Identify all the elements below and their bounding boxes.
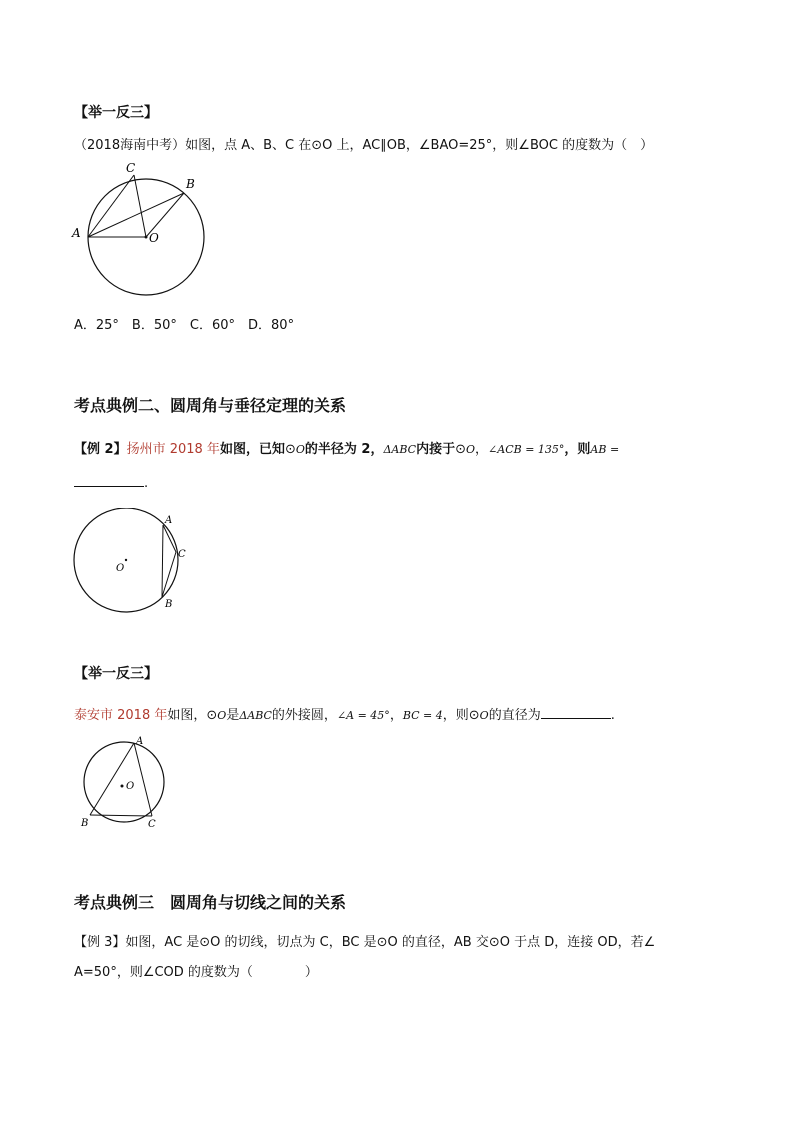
figure3-center-dot <box>121 785 124 788</box>
figure3-label-b: B <box>81 818 89 829</box>
example2-o: O <box>295 443 305 456</box>
figure2-line-ac <box>163 525 176 552</box>
figure1-label-b: B <box>186 177 195 191</box>
block3-angle: ∠A = 45° <box>336 709 390 722</box>
figure-2 <box>70 508 200 616</box>
figure2-label-c: C <box>178 549 186 560</box>
block3-end: . <box>610 708 615 723</box>
figure1-label-o: O <box>149 231 159 245</box>
figure-3 <box>76 732 176 832</box>
block1-heading: 【举一反三】 <box>74 105 158 121</box>
figure2-label-b: B <box>165 599 173 610</box>
figure3-circle <box>84 742 164 822</box>
block3-text6: 的直径为 <box>488 708 541 723</box>
figure2-label-a: A <box>165 515 173 526</box>
figure3-label-a: A <box>136 736 144 747</box>
figure1-label-c: C <box>126 161 136 175</box>
block1-question: （2018海南中考）如图，点 A、B、C 在⊙O 上，AC∥OB，∠BAO=25°，则∠BOC 的度数为（ ） <box>74 138 654 153</box>
example2-tri: ΔABC <box>383 443 417 456</box>
example2-end: . <box>144 476 149 491</box>
example2-text5: ，则 <box>564 442 591 457</box>
block3-circle2: ⊙ <box>468 708 480 723</box>
example2-text <box>74 438 619 457</box>
block3-bc: BC = 4 <box>402 709 443 722</box>
figure3-label-c: C <box>148 819 156 830</box>
example2-circle2: ⊙ <box>455 442 466 457</box>
figure3-line-bc <box>90 815 152 816</box>
figure3-line-ab <box>90 743 134 815</box>
example2-ab: AB = <box>590 443 620 456</box>
example2-answer-blank[interactable] <box>74 474 144 487</box>
block3-source: 泰安市 2018 年 <box>74 708 168 723</box>
figure1-label-a: A <box>72 226 81 240</box>
block3-text <box>74 704 615 723</box>
block3-o2: O <box>479 709 489 722</box>
example2-text1: 如图，已知 <box>219 442 285 457</box>
example2-text2: 的半径为 2， <box>304 442 384 457</box>
block3-answer-blank[interactable] <box>541 706 611 719</box>
block3-o: O <box>217 709 227 722</box>
example2-o2: O <box>465 443 476 456</box>
block3-tri: ΔABC <box>239 709 272 722</box>
example2-circle: ⊙ <box>284 442 296 457</box>
figure-1 <box>66 160 216 300</box>
block3-text1: 如图， <box>167 708 207 723</box>
figure1-line-ac <box>88 175 134 237</box>
block3-text5: ，则 <box>442 708 469 723</box>
section2-title: 考点典例二、圆周角与垂径定理的关系 <box>74 396 347 415</box>
figure3-line-ac <box>134 743 152 816</box>
block1-options: A．25° B．50° C．60° D．80° <box>74 318 295 333</box>
example3-line2: A=50°，则∠COD 的度数为（ ） <box>74 965 318 980</box>
figure3-label-o: O <box>126 781 135 792</box>
example2-text3: 内接于 <box>416 442 456 457</box>
figure1-center-dot <box>145 236 148 239</box>
example2-text4: ， <box>475 442 489 457</box>
example2-source: 扬州市 2018 年 <box>126 442 220 457</box>
figure2-center-dot <box>125 559 127 561</box>
example2-prefix: 【例 2】 <box>74 442 127 457</box>
example2-angle: ∠ACB = 135° <box>488 443 565 456</box>
block3-text3: 的外接圆， <box>271 708 337 723</box>
block3-circle: ⊙ <box>206 708 218 723</box>
example3-line1: 【例 3】如图，AC 是⊙O 的切线，切点为 C，BC 是⊙O 的直径，AB 交⊙O 于点 D，连接 OD，若∠ <box>74 935 656 950</box>
block3-heading: 【举一反三】 <box>74 666 158 682</box>
figure2-line-ab <box>162 525 163 597</box>
block3-text2: 是 <box>226 708 240 723</box>
block3-text4: ， <box>389 708 403 723</box>
example2-answer-line <box>74 474 148 491</box>
figure2-label-o: O <box>116 563 125 574</box>
figure1-line-co <box>134 175 146 237</box>
section3-title: 考点典例三 圆周角与切线之间的关系 <box>74 893 347 912</box>
